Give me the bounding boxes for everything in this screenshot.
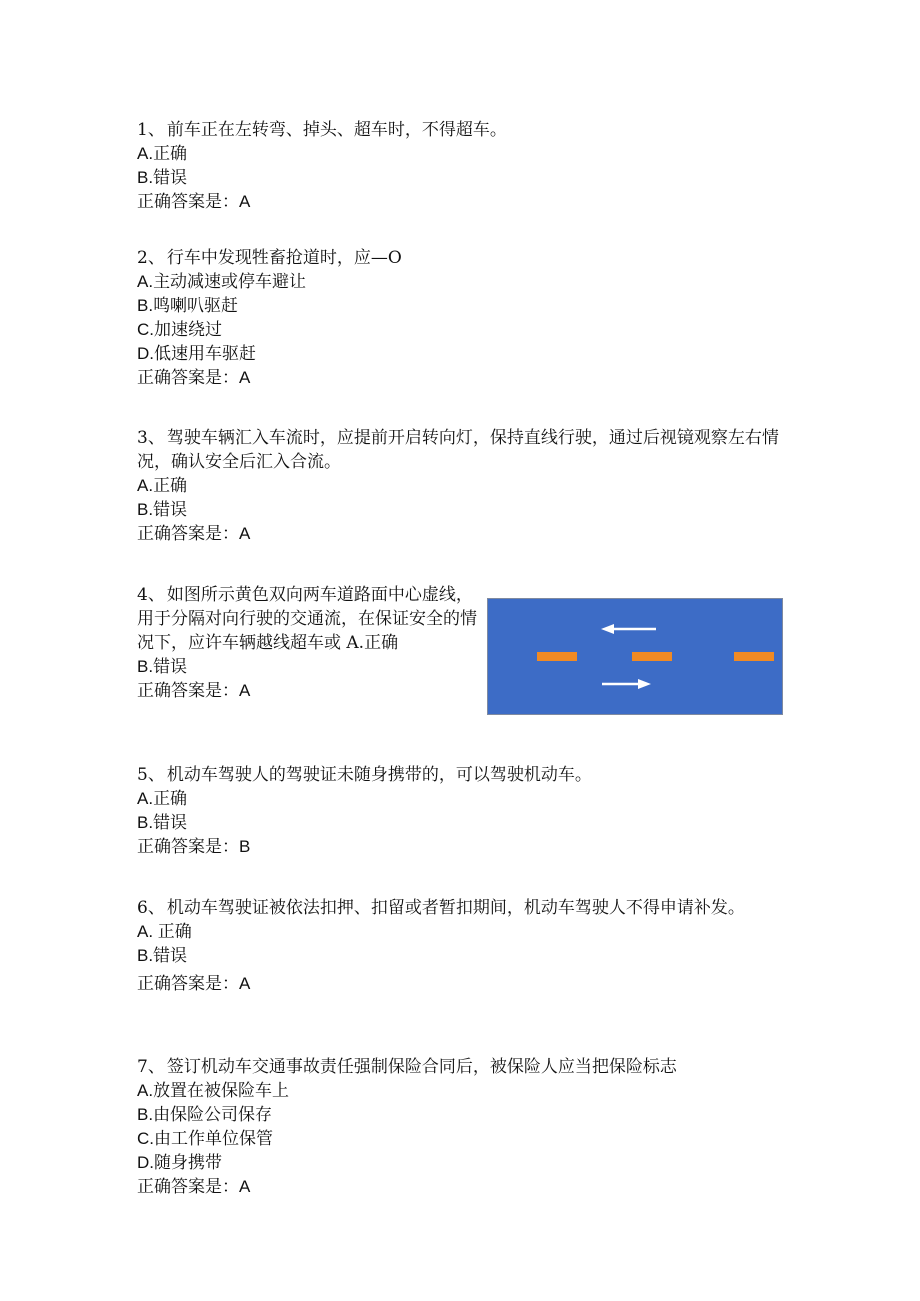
option-text: 正确 xyxy=(153,789,188,809)
option-c xyxy=(137,318,787,342)
option-letter: A. xyxy=(137,476,154,495)
center-dash xyxy=(632,652,672,661)
question-text xyxy=(137,896,787,920)
option-text: 正确 xyxy=(157,922,192,942)
answer-label: 正确答案是： xyxy=(137,368,239,388)
answer-line xyxy=(137,522,787,546)
option-letter: A. xyxy=(137,272,154,291)
answer-value: A xyxy=(239,1177,251,1196)
road-center-line-figure xyxy=(487,598,783,715)
option-text: 正确 xyxy=(153,144,188,164)
answer-line xyxy=(137,366,787,390)
question-number: 3、 xyxy=(137,428,165,448)
option-text: 随身携带 xyxy=(154,1153,222,1173)
option-letter: A. xyxy=(137,144,154,163)
answer-label: 正确答案是： xyxy=(137,837,239,857)
question-5 xyxy=(137,763,787,859)
question-text xyxy=(137,118,787,142)
option-b xyxy=(137,811,787,835)
answer-value: A xyxy=(239,681,251,700)
road-diagram xyxy=(488,599,782,714)
option-letter: B. xyxy=(137,296,154,315)
center-dash xyxy=(537,652,577,661)
answer-line xyxy=(137,835,787,859)
option-b xyxy=(137,294,787,318)
question-text xyxy=(137,426,787,474)
answer-value: A xyxy=(239,974,251,993)
question-stem: 机动车驾驶证被依法扣押、扣留或者暂扣期间，机动车驾驶人不得申请补发。 xyxy=(166,898,745,918)
question-1 xyxy=(137,118,787,214)
option-c xyxy=(137,1127,787,1151)
answer-value: A xyxy=(239,192,251,211)
option-b xyxy=(137,498,787,522)
option-d xyxy=(137,1151,787,1175)
question-number: 7、 xyxy=(137,1057,165,1077)
option-b xyxy=(137,1103,787,1127)
question-text xyxy=(137,246,787,270)
option-text: 错误 xyxy=(153,657,188,677)
option-letter: A. xyxy=(137,922,158,941)
question-text xyxy=(137,763,787,787)
option-a xyxy=(137,920,787,944)
option-letter: C. xyxy=(137,320,154,339)
option-letter: A. xyxy=(137,789,154,808)
answer-line xyxy=(137,190,787,214)
question-stem: 前车正在左转弯、掉头、超车时，不得超车。 xyxy=(166,120,507,140)
answer-label: 正确答案是： xyxy=(137,681,239,701)
option-letter: B. xyxy=(137,1105,154,1124)
option-letter: B. xyxy=(137,813,154,832)
option-text: 错误 xyxy=(153,500,188,520)
question-number: 1、 xyxy=(137,120,165,140)
question-2 xyxy=(137,246,787,390)
question-number: 4、 xyxy=(137,585,165,605)
option-text: 鸣喇叭驱赶 xyxy=(153,296,239,316)
answer-label: 正确答案是： xyxy=(137,192,239,212)
question-stem: 机动车驾驶人的驾驶证未随身携带的，可以驾驶机动车。 xyxy=(166,765,592,785)
answer-label: 正确答案是： xyxy=(137,974,239,994)
option-a xyxy=(137,142,787,166)
question-stem: 驾驶车辆汇入车流时，应提前开启转向灯，保持直线行驶，通过后视镜观察左右情况，确认安全后汇入合流。 xyxy=(137,428,779,472)
question-text xyxy=(137,1055,787,1079)
option-letter: B. xyxy=(137,168,154,187)
answer-value: A xyxy=(239,524,251,543)
question-stem: 行车中发现牲畜抢道时，应—O xyxy=(166,248,402,268)
option-a xyxy=(137,787,787,811)
option-text: 错误 xyxy=(153,813,188,833)
option-text: 放置在被保险车上 xyxy=(153,1081,290,1101)
option-a xyxy=(137,1079,787,1103)
option-letter: D. xyxy=(137,1153,154,1172)
option-text: 正确 xyxy=(153,476,188,496)
answer-value: B xyxy=(239,837,251,856)
question-7 xyxy=(137,1055,787,1199)
question-text xyxy=(137,583,477,655)
option-letter: D. xyxy=(137,344,154,363)
option-letter: B. xyxy=(137,946,154,965)
question-number: 5、 xyxy=(137,765,165,785)
option-b xyxy=(137,944,787,968)
option-d xyxy=(137,342,787,366)
answer-label: 正确答案是： xyxy=(137,1177,239,1197)
question-number: 6、 xyxy=(137,898,165,918)
option-letter: C. xyxy=(137,1129,154,1148)
option-text: 低速用车驱赶 xyxy=(154,344,256,364)
option-letter: B. xyxy=(137,500,154,519)
answer-value: A xyxy=(239,368,251,387)
question-number: 2、 xyxy=(137,248,165,268)
option-letter: A. xyxy=(137,1081,154,1100)
question-3 xyxy=(137,426,787,546)
center-dash xyxy=(734,652,774,661)
question-6 xyxy=(137,896,787,996)
answer-label: 正确答案是： xyxy=(137,524,239,544)
option-text: 错误 xyxy=(153,168,188,188)
option-a xyxy=(137,474,787,498)
answer-line xyxy=(137,1175,787,1199)
question-stem: 如图所示黄色双向两车道路面中心虚线，用于分隔对向行驶的交通流，在保证安全的情况下，应许车辆越线超车或 A.正确 xyxy=(137,585,477,653)
question-stem: 签订机动车交通事故责任强制保险合同后，被保险人应当把保险标志 xyxy=(166,1057,677,1077)
option-b xyxy=(137,166,787,190)
option-text: 由工作单位保管 xyxy=(154,1129,273,1149)
option-text: 加速绕过 xyxy=(154,320,222,340)
option-letter: B. xyxy=(137,657,154,676)
option-text: 主动减速或停车避让 xyxy=(153,272,307,292)
answer-line xyxy=(137,972,787,996)
option-text: 错误 xyxy=(153,946,188,966)
option-text: 由保险公司保存 xyxy=(153,1105,273,1125)
option-a xyxy=(137,270,787,294)
